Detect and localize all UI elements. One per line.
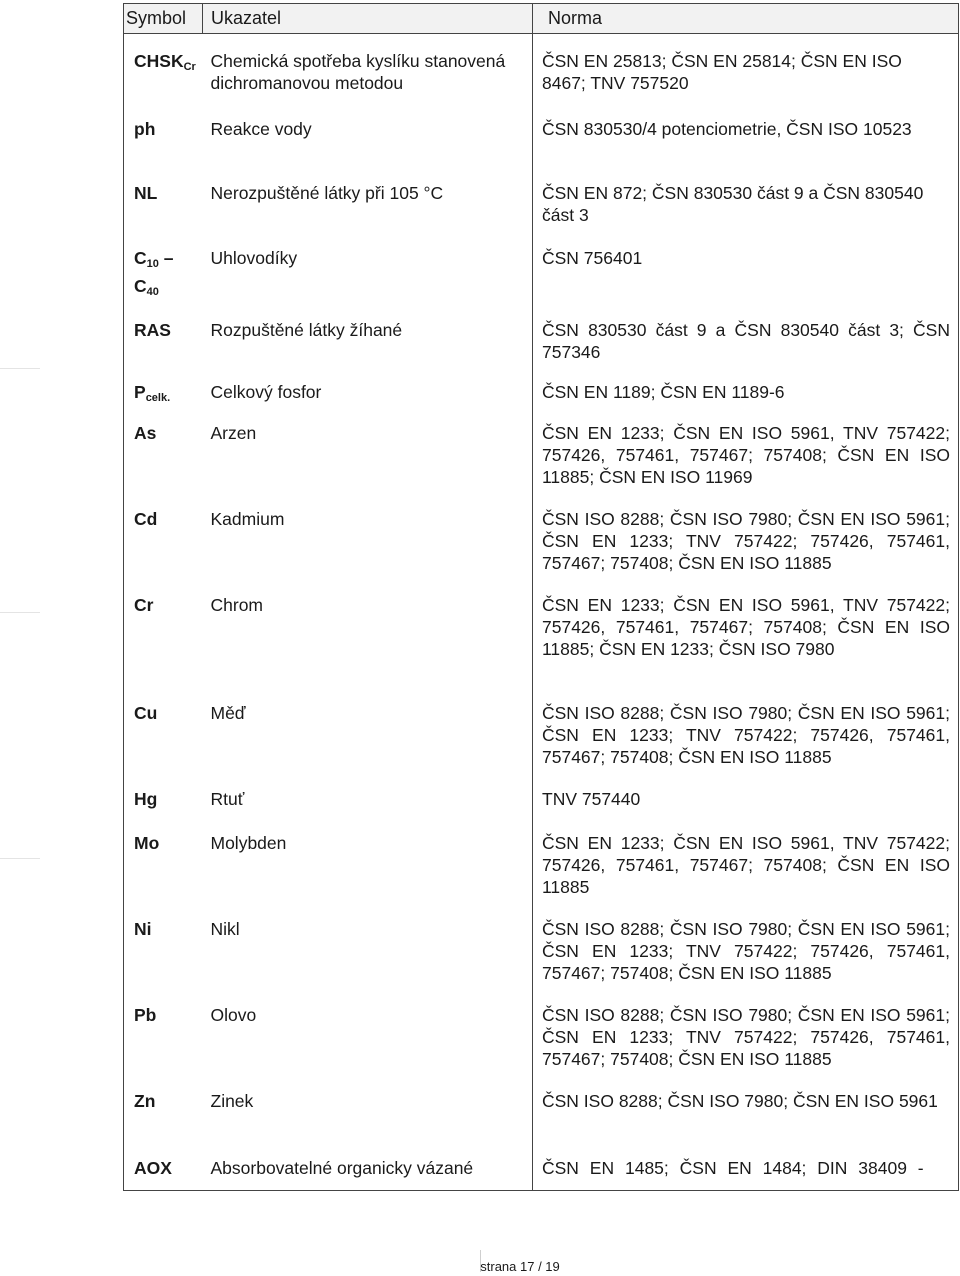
table-header-row bbox=[124, 4, 959, 34]
norms-table bbox=[123, 3, 959, 1191]
margin-rule bbox=[0, 612, 40, 613]
ukazatel-cell: Rozpuštěné látky žíhané bbox=[203, 308, 533, 372]
symbol-cell: Zn bbox=[124, 1084, 203, 1148]
ukazatel-cell: Molybden bbox=[203, 826, 533, 912]
ukazatel-cell: Nikl bbox=[203, 912, 533, 998]
table-row bbox=[124, 372, 959, 416]
header-ukazatel: Ukazatel bbox=[203, 4, 533, 34]
page-number: strana 17 / 19 bbox=[480, 1259, 560, 1274]
norma-cell: ČSN ISO 8288; ČSN ISO 7980; ČSN EN ISO 5961; ČSN EN 1233; TNV 757422; 757426, 757461, 757467; 757408; ČSN EN ISO 11885 bbox=[533, 998, 959, 1084]
symbol-cell: $C_{10}$ – $C_{40}$ bbox=[124, 246, 203, 308]
norma-cell: ČSN ISO 8288; ČSN ISO 7980; ČSN EN ISO 5961; ČSN EN 1233; TNV 757422; 757426, 757461, 757467; 757408; ČSN EN ISO 11885 bbox=[533, 696, 959, 782]
table-row bbox=[124, 912, 959, 998]
norma-cell: ČSN 756401 bbox=[533, 246, 959, 308]
table-row bbox=[124, 98, 959, 162]
ukazatel-cell: Celkový fosfor bbox=[203, 372, 533, 416]
symbol-cell: Pb bbox=[124, 998, 203, 1084]
table-row bbox=[124, 696, 959, 782]
norma-cell: ČSN EN 1233; ČSN EN ISO 5961, TNV 757422; 757426, 757461, 757467; 757408; ČSN EN ISO 11885; ČSN EN ISO 11969 bbox=[533, 416, 959, 502]
norma-cell: ČSN ISO 8288; ČSN ISO 7980; ČSN EN ISO 5961; ČSN EN 1233; TNV 757422; 757426, 757461, 757467; 757408; ČSN EN ISO 11885 bbox=[533, 912, 959, 998]
norma-cell: ČSN ISO 8288; ČSN ISO 7980; ČSN EN ISO 5961; ČSN EN 1233; TNV 757422; 757426, 757461, 757467; 757408; ČSN EN ISO 11885 bbox=[533, 502, 959, 588]
table-row bbox=[124, 998, 959, 1084]
norma-cell: ČSN ISO 8288; ČSN ISO 7980; ČSN EN ISO 5961 bbox=[533, 1084, 959, 1148]
symbol-cell: Hg bbox=[124, 782, 203, 826]
table-row bbox=[124, 416, 959, 502]
header-norma: Norma bbox=[533, 4, 959, 34]
norma-cell: ČSN 830530 část 9 a ČSN 830540 část 3; ČSN 757346 bbox=[533, 308, 959, 372]
ukazatel-cell: Chrom bbox=[203, 588, 533, 696]
table-row bbox=[124, 246, 959, 308]
norma-cell: ČSN EN 1189; ČSN EN 1189-6 bbox=[533, 372, 959, 416]
margin-rule bbox=[0, 858, 40, 859]
symbol-cell: Mo bbox=[124, 826, 203, 912]
table-row bbox=[124, 34, 959, 98]
symbol-cell: ph bbox=[124, 98, 203, 162]
ukazatel-cell: Kadmium bbox=[203, 502, 533, 588]
table-row bbox=[124, 1148, 959, 1191]
norma-cell: ČSN EN 25813; ČSN EN 25814; ČSN EN ISO 8467; TNV 757520 bbox=[533, 34, 959, 98]
table-row bbox=[124, 1084, 959, 1148]
symbol-cell: $P_{celk.}$ bbox=[124, 372, 203, 416]
margin-rule bbox=[0, 368, 40, 369]
symbol-cell: Cu bbox=[124, 696, 203, 782]
table-row bbox=[124, 826, 959, 912]
symbol-cell: AOX bbox=[124, 1148, 203, 1191]
table-row bbox=[124, 162, 959, 246]
ukazatel-cell: Zinek bbox=[203, 1084, 533, 1148]
ukazatel-cell: Olovo bbox=[203, 998, 533, 1084]
norma-cell: ČSN EN 872; ČSN 830530 část 9 a ČSN 830540 část 3 bbox=[533, 162, 959, 246]
symbol-cell: Cd bbox=[124, 502, 203, 588]
ukazatel-cell: Reakce vody bbox=[203, 98, 533, 162]
norma-cell: TNV 757440 bbox=[533, 782, 959, 826]
table-row bbox=[124, 588, 959, 696]
table-row bbox=[124, 782, 959, 826]
header-symbol: Symbol bbox=[124, 4, 203, 34]
norma-cell: ČSN EN 1485; ČSN EN 1484; DIN 38409 - bbox=[533, 1148, 959, 1191]
ukazatel-cell: Nerozpuštěné látky při 105 °C bbox=[203, 162, 533, 246]
page-footer bbox=[0, 1259, 960, 1274]
ukazatel-cell: Chemická spotřeba kyslíku stanovená dichromanovou metodou bbox=[203, 34, 533, 98]
symbol-cell: Ni bbox=[124, 912, 203, 998]
symbol-cell: As bbox=[124, 416, 203, 502]
ukazatel-cell: Měď bbox=[203, 696, 533, 782]
symbol-cell: Cr bbox=[124, 588, 203, 696]
symbol-cell: RAS bbox=[124, 308, 203, 372]
ukazatel-cell: Rtuť bbox=[203, 782, 533, 826]
symbol-cell: $CHSK_{Cr}$ bbox=[124, 34, 203, 98]
ukazatel-cell: Uhlovodíky bbox=[203, 246, 533, 308]
ukazatel-cell: Absorbovatelné organicky vázané bbox=[203, 1148, 533, 1191]
norma-cell: ČSN EN 1233; ČSN EN ISO 5961, TNV 757422; 757426, 757461, 757467; 757408; ČSN EN ISO 11885 bbox=[533, 826, 959, 912]
ukazatel-cell: Arzen bbox=[203, 416, 533, 502]
table-row bbox=[124, 308, 959, 372]
norma-cell: ČSN EN 1233; ČSN EN ISO 5961, TNV 757422; 757426, 757461, 757467; 757408; ČSN EN ISO 11885; ČSN EN 1233; ČSN ISO 7980 bbox=[533, 588, 959, 696]
symbol-cell: NL bbox=[124, 162, 203, 246]
table-row bbox=[124, 502, 959, 588]
norma-cell: ČSN 830530/4 potenciometrie, ČSN ISO 10523 bbox=[533, 98, 959, 162]
